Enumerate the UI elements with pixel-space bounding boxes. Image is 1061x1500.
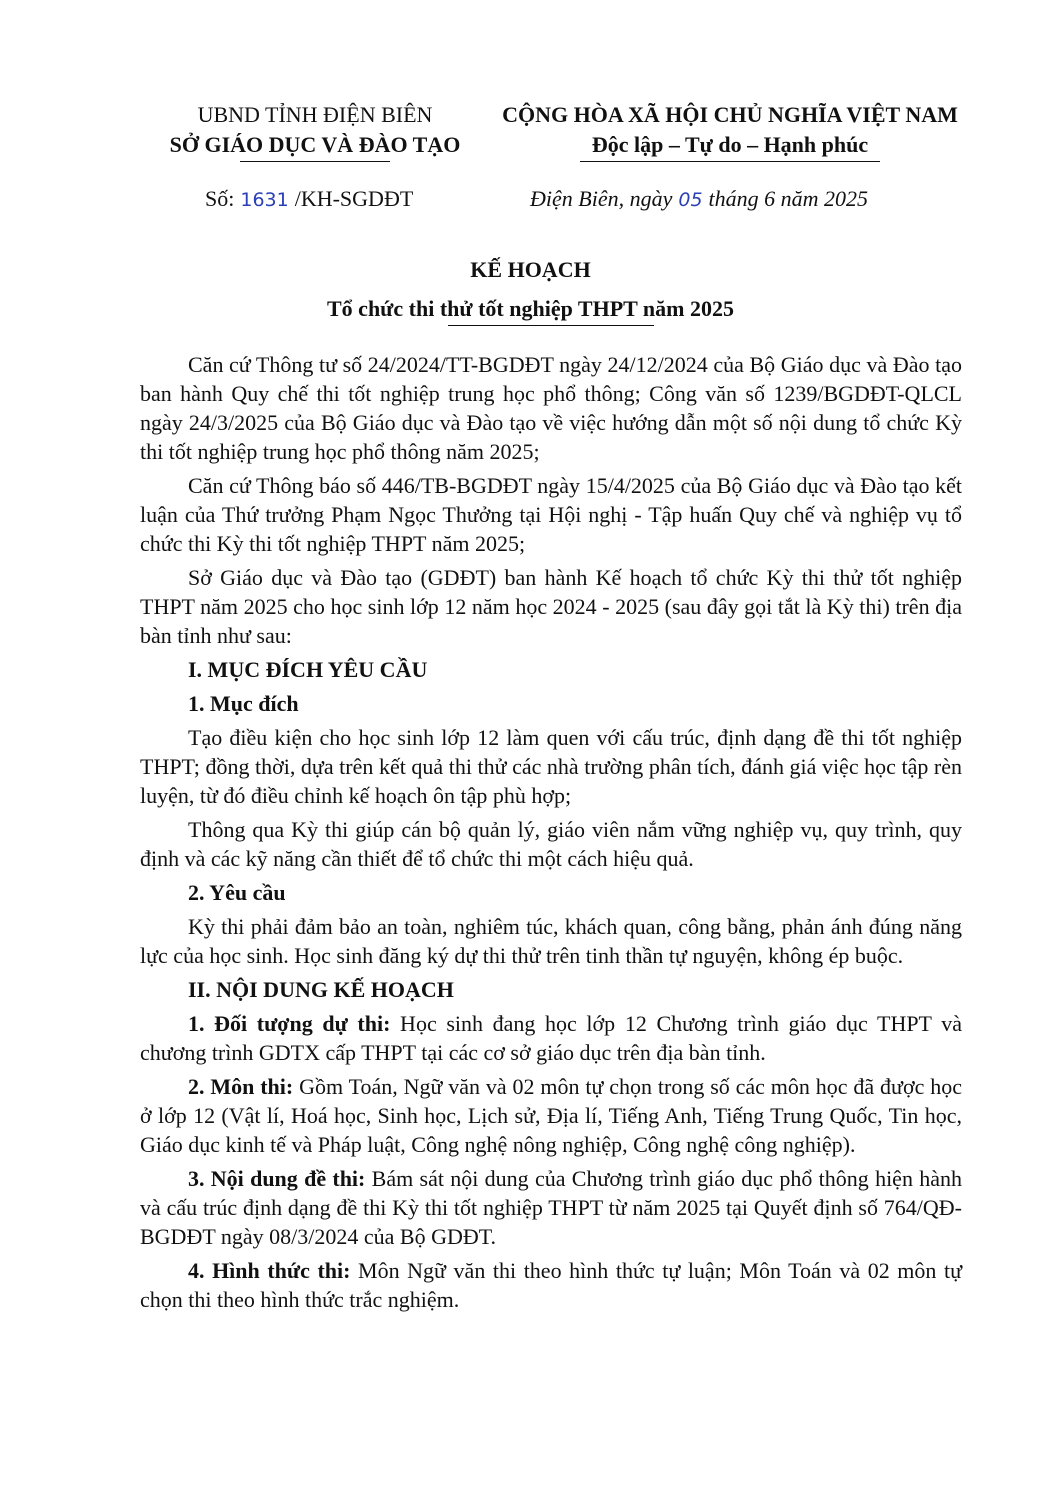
item-candidates-text: Học sinh đang học lớp 12 Chương trình giáo dục THPT và chương trình GDTX cấp THPT tại các cơ sở giáo dục trên địa bàn tỉnh.	[140, 1011, 962, 1065]
national-motto: Độc lập – Tự do – Hạnh phúc	[591, 132, 869, 157]
subsection-heading-requirements: 2. Yêu cầu	[188, 880, 286, 905]
paragraph-requirements: Kỳ thi phải đảm bảo an toàn, nghiêm túc, khách quan, công bằng, phản ánh đúng năng lực của học sinh. Học sinh đăng ký dự thi thử trên tinh thần tự nguyện, không ép buộc.	[140, 914, 962, 968]
subsection-heading-purpose: 1. Mục đích	[188, 691, 299, 716]
document-number	[205, 186, 413, 212]
doc-no-value: 1631	[240, 189, 289, 211]
item-exam-format-label: 4. Hình thức thi:	[188, 1258, 351, 1283]
item-candidates-label: 1. Đối tượng dự thi:	[188, 1011, 391, 1036]
item-exam-format-text: Môn Ngữ văn thi theo hình thức tự luận; Môn Toán và 02 môn tự chọn thi theo hình thức trắc nghiệm.	[140, 1258, 962, 1312]
paragraph-legal-basis-2: Căn cứ Thông báo số 446/TB-BGDĐT ngày 15/4/2025 của Bộ Giáo dục và Đào tạo kết luận của Thứ trưởng Phạm Ngọc Thưởng tại Hội nghị - Tập huấn Quy chế và nghiệp vụ tổ chức thi Kỳ thi tốt nghiệp THPT năm 2025;	[140, 473, 962, 556]
item-subjects-text: Gồm Toán, Ngữ văn và 02 môn tự chọn trong số các môn học đã được học ở lớp 12 (Vật lí, Hoá học, Sinh học, Lịch sử, Địa lí, Tiếng Anh, Tiếng Trung Quốc, Tin học, Giáo dục kinh tế và Pháp luật, Công nghệ nông nghiệp, Công nghệ công nghiệp).	[140, 1074, 963, 1157]
doc-no-suffix: /KH-SGDĐT	[294, 186, 414, 211]
date-suffix: tháng 6 năm 2025	[708, 186, 869, 211]
date-day: 05	[678, 189, 703, 211]
issuing-authority	[150, 100, 480, 162]
paragraph-purpose-1: Tạo điều kiện cho học sinh lớp 12 làm quen với cấu trúc, định dạng đề thi tốt nghiệp THPT; đồng thời, dựa trên kết quả thi thử các nhà trường phân tích, đánh giá việc học tập rèn luyện, từ đó điều chỉnh kế hoạch ôn tập phù hợp;	[140, 725, 962, 808]
item-exam-content	[140, 1164, 962, 1251]
item-subjects-label: 2. Môn thi:	[188, 1074, 294, 1099]
parent-org: UBND TỈNH ĐIỆN BIÊN	[197, 102, 433, 127]
org-underline	[240, 161, 390, 162]
document-subtitle: Tổ chức thi thử tốt nghiệp THPT năm 2025	[327, 296, 734, 321]
doc-no-label: Số:	[205, 186, 235, 211]
national-heading	[480, 100, 980, 162]
item-subjects	[140, 1072, 962, 1159]
item-exam-format	[140, 1256, 962, 1314]
org-name: SỞ GIÁO DỤC VÀ ĐÀO TẠO	[169, 132, 461, 157]
section-heading-2: II. NỘI DUNG KẾ HOẠCH	[188, 977, 454, 1002]
document-body	[140, 350, 962, 1319]
date-prefix: Điện Biên, ngày	[530, 186, 673, 211]
item-exam-content-text: Bám sát nội dung của Chương trình giáo dục phổ thông hiện hành và cấu trúc định dạng đề thi Kỳ thi tốt nghiệp THPT từ năm 2025 tại Quyết định số 764/QĐ-BGDĐT ngày 08/3/2024 của Bộ GDĐT.	[140, 1166, 962, 1249]
item-exam-content-label: 3. Nội dung đề thi:	[188, 1166, 366, 1191]
nation-name: CỘNG HÒA XÃ HỘI CHỦ NGHĨA VIỆT NAM	[502, 102, 958, 127]
paragraph-legal-basis-1: Căn cứ Thông tư số 24/2024/TT-BGDĐT ngày 24/12/2024 của Bộ Giáo dục và Đào tạo ban hành Quy chế thi tốt nghiệp trung học phổ thông; Công văn số 1239/BGDĐT-QLCL ngày 24/3/2025 của Bộ Giáo dục và Đào tạo về việc hướng dẫn một số nội dung tổ chức Kỳ thi tốt nghiệp trung học phổ thông năm 2025;	[140, 352, 962, 464]
motto-underline	[580, 161, 880, 162]
paragraph-intro: Sở Giáo dục và Đào tạo (GDĐT) ban hành Kế hoạch tổ chức Kỳ thi thử tốt nghiệp THPT năm 2025 cho học sinh lớp 12 năm học 2024 - 2025 (sau đây gọi tắt là Kỳ thi) trên địa bàn tỉnh như sau:	[140, 565, 962, 648]
document-title: KẾ HOẠCH	[470, 257, 591, 282]
paragraph-purpose-2: Thông qua Kỳ thi giúp cán bộ quản lý, giáo viên nắm vững nghiệp vụ, quy trình, quy định và các kỹ năng cần thiết để tổ chức thi một cách hiệu quả.	[140, 817, 962, 871]
document-date	[530, 186, 868, 212]
subtitle-underline	[448, 325, 654, 326]
section-heading-1: I. MỤC ĐÍCH YÊU CẦU	[188, 657, 428, 682]
item-candidates	[140, 1009, 962, 1067]
